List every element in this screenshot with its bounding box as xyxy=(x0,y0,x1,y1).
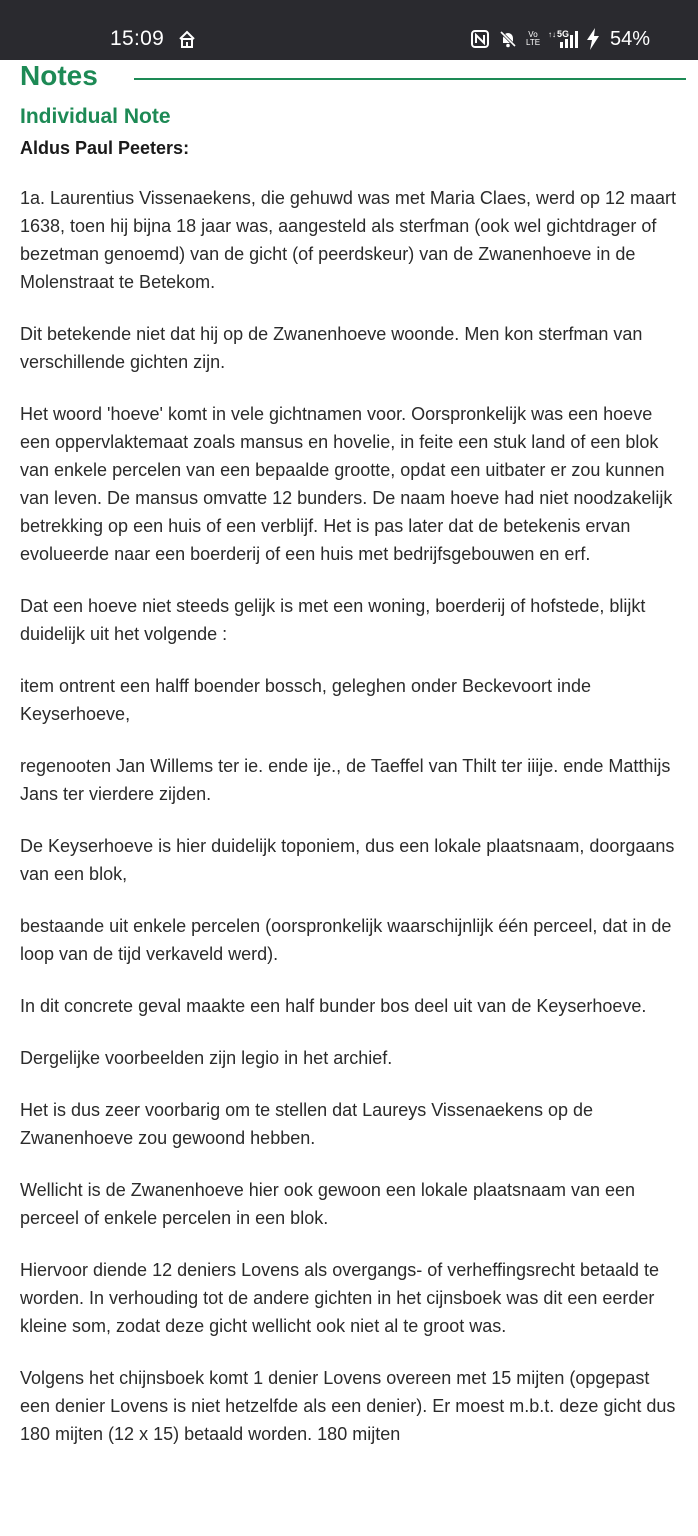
section-divider xyxy=(134,78,686,80)
status-time: 15:09 xyxy=(110,27,165,50)
status-bar xyxy=(0,0,698,60)
svg-text:↑↓: ↑↓ xyxy=(547,30,556,39)
signal-icon xyxy=(548,29,578,49)
note-author: Aldus Paul Peeters: xyxy=(20,138,190,158)
status-icons xyxy=(470,26,650,52)
section-header xyxy=(20,60,680,98)
note-content xyxy=(20,60,680,1448)
note-paragraph: In dit concrete geval maakte een half bunder bos deel uit van de Keyserhoeve. xyxy=(20,996,647,1016)
volte-indicator: Vo LTE xyxy=(525,30,541,47)
note-paragraph: Wellicht is de Zwanenhoeve hier ook gewoon een lokale plaatsnaam van een perceel of enkele percelen in een blok. xyxy=(20,1180,636,1228)
note-paragraph: Dat een hoeve niet steeds gelijk is met een woning, boerderij of hofstede, blijkt duidelijk uit het volgende : xyxy=(20,596,646,644)
battery-percentage: 54% xyxy=(609,27,650,50)
note-paragraph: regenooten Jan Willems ter ie. ende ije., de Taeffel van Thilt ter iiije. ende Matthijs Jans ter vierdere zijden. xyxy=(20,756,671,804)
note-paragraph: De Keyserhoeve is hier duidelijk toponiem, dus een lokale plaatsnaam, doorgaans van een blok, xyxy=(20,836,675,884)
note-paragraph: Dergelijke voorbeelden zijn legio in het archief. xyxy=(20,1048,393,1068)
nfc-icon xyxy=(470,29,490,49)
mute-bell-icon xyxy=(498,29,518,49)
note-paragraph: bestaande uit enkele percelen (oorspronkelijk waarschijnlijk één perceel, dat in de loop van de tijd verkaveld werd). xyxy=(20,916,672,964)
note-paragraph: Volgens het chijnsboek komt 1 denier Lovens overeen met 15 mijten (opgepast een denier Lovens is niet hetzelfde als een denier). Er moest m.b.t. deze gicht dus 180 mijten (12 x 15) betaald worden. 180 mijten xyxy=(20,1368,676,1444)
note-paragraph: Hiervoor diende 12 deniers Lovens als overgangs- of verheffingsrecht betaald te worden. In verhouding tot de andere gichten in het cijnsboek was dit een eerder kleine som, zodat deze gicht wellicht ook niet al te groot was. xyxy=(20,1260,660,1336)
charging-icon xyxy=(586,28,600,50)
section-title: Notes xyxy=(20,60,98,91)
note-subtitle: Individual Note xyxy=(20,105,171,128)
note-paragraph: Het woord 'hoeve' komt in vele gichtnamen voor. Oorspronkelijk was een hoeve een oppervlaktemaat zoals mansus en hovelie, in feite een stuk land of een blok van enkele percelen van een bepaalde grootte, opdat een uitbater er zou kunnen van leven. De mansus omvatte 12 bunders. De naam hoeve had niet noodzakelijk betrekking op een huis of een verblijf. Het is pas later dat de betekenis ervan evolueerde naar een boerderij of een huis met bedrijfsgebouwen en erf. xyxy=(20,404,673,564)
note-paragraph: Dit betekende niet dat hij op de Zwanenhoeve woonde. Men kon sterfman van verschillende gichten zijn. xyxy=(20,324,643,372)
note-paragraph: item ontrent een halff boender bossch, geleghen onder Beckevoort inde Keyserhoeve, xyxy=(20,676,592,724)
home-icon xyxy=(178,30,196,48)
note-paragraph: 1a. Laurentius Vissenaekens, die gehuwd was met Maria Claes, werd op 12 maart 1638, toen hij bijna 18 jaar was, aangesteld als sterfman (ook wel gichtdrager of bezetman genoemd) van de gicht (of peerdskeur) van de Zwanenhoeve in de Molenstraat te Betekom. xyxy=(20,188,677,292)
svg-text:5G: 5G xyxy=(556,29,569,39)
note-paragraph: Het is dus zeer voorbarig om te stellen dat Laureys Vissenaekens op de Zwanenhoeve zou gewoond hebben. xyxy=(20,1100,593,1148)
